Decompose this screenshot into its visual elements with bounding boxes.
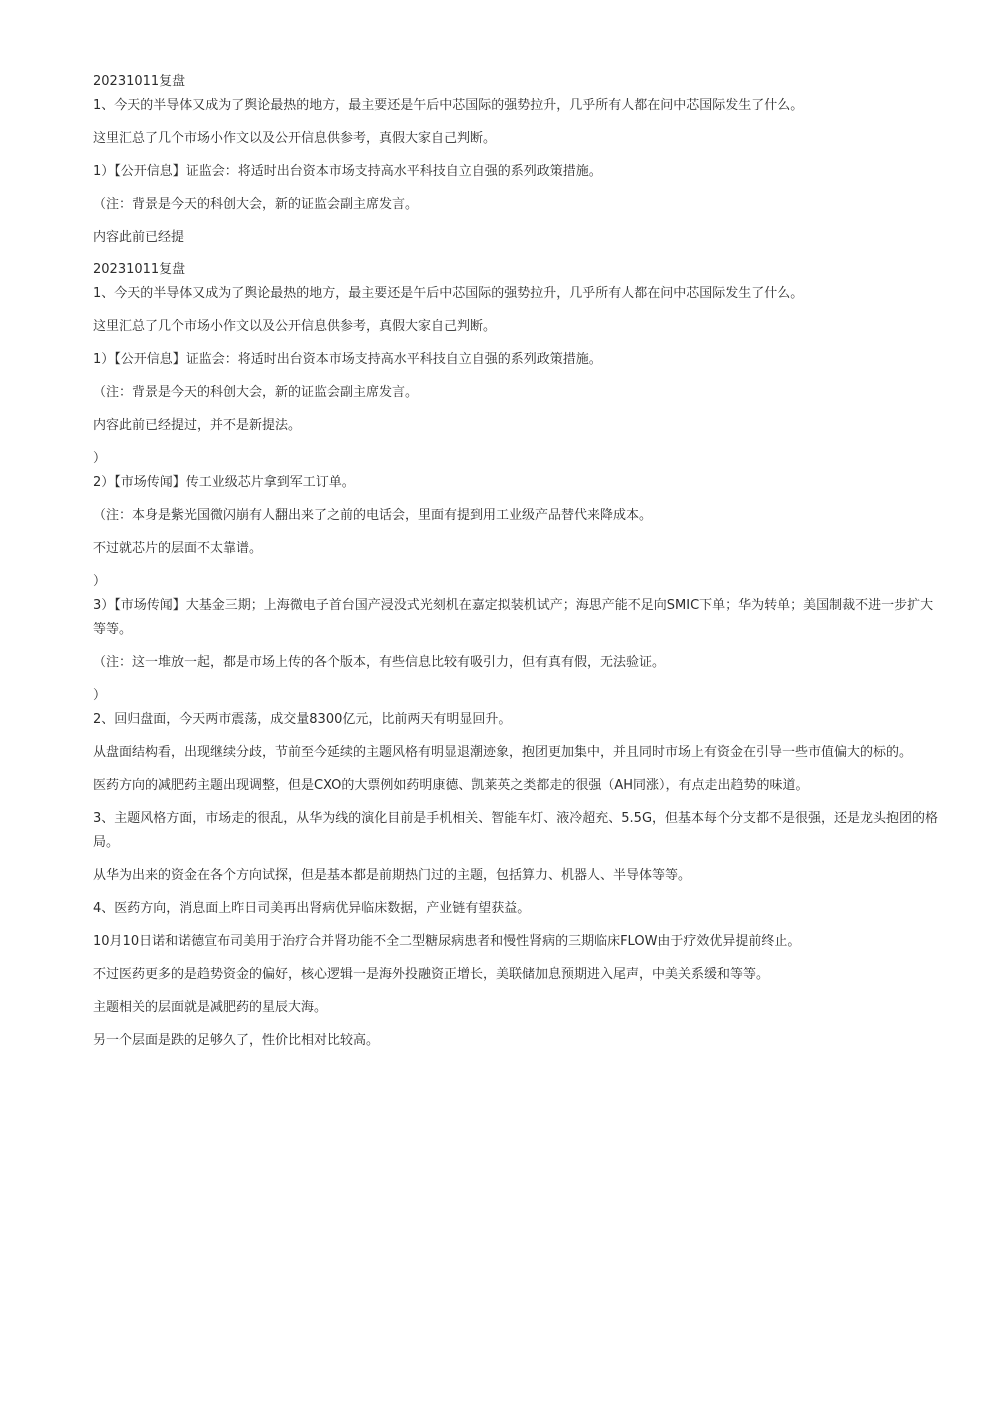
doc-note: （注：本身是紫光国微闪崩有人翻出来了之前的电话会，里面有提到用工业级产品替代来降成本。: [93, 508, 653, 523]
doc-paragraph: 不过就芯片的层面不太靠谱。: [93, 541, 263, 556]
doc-paragraph: 内容此前已经提过，并不是新提法。: [93, 418, 302, 433]
doc-paragraph: 从盘面结构看，出现继续分歧，节前至今延续的主题风格有明显退潮迹象，抱团更加集中，并且同时市场上有资金在引导一些市值偏大的标的。: [93, 745, 913, 760]
doc-paragraph: 1、今天的半导体又成为了舆论最热的地方，最主要还是午后中芯国际的强势拉升，几乎所有人都在问中芯国际发生了什么。: [93, 98, 804, 113]
doc-date-heading: 20231011复盘: [93, 262, 186, 277]
doc-paragraph: 这里汇总了几个市场小作文以及公开信息供参考，真假大家自己判断。: [93, 319, 497, 334]
doc-paragraph: 内容此前已经提: [93, 230, 185, 245]
doc-paragraph: 从华为出来的资金在各个方向试探，但是基本都是前期热门过的主题，包括算力、机器人、半导体等等。: [93, 868, 692, 883]
doc-paragraph: 主题相关的层面就是减肥药的星辰大海。: [93, 1000, 328, 1015]
doc-paragraph: 2）【市场传闻】传工业级芯片拿到军工订单。: [93, 475, 355, 490]
doc-date-heading: 20231011复盘: [93, 74, 186, 89]
doc-paragraph: 10月10日诺和诺德宣布司美用于治疗合并肾功能不全二型糖尿病患者和慢性肾病的三期临床FLOW由于疗效优异提前终止。: [93, 934, 801, 949]
doc-note: （注：背景是今天的科创大会，新的证监会副主席发言。: [93, 385, 419, 400]
doc-paragraph: 2、回归盘面，今天两市震荡，成交量8300亿元，比前两天有明显回升。: [93, 712, 512, 727]
doc-bracket: ）: [93, 688, 107, 703]
doc-paragraph: 4、医药方向，消息面上昨日司美再出肾病优异临床数据，产业链有望获益。: [93, 901, 531, 916]
doc-paragraph: 不过医药更多的是趋势资金的偏好，核心逻辑一是海外投融资正增长，美联储加息预期进入尾声，中美关系缓和等等。: [93, 967, 770, 982]
doc-note: （注：这一堆放一起，都是市场上传的各个版本，有些信息比较有吸引力，但有真有假，无法验证。: [93, 655, 666, 670]
doc-paragraph: 另一个层面是跌的足够久了，性价比相对比较高。: [93, 1033, 380, 1048]
doc-bracket: ）: [93, 451, 107, 466]
doc-note: （注：背景是今天的科创大会，新的证监会副主席发言。: [93, 197, 419, 212]
doc-paragraph: 1、今天的半导体又成为了舆论最热的地方，最主要还是午后中芯国际的强势拉升，几乎所有人都在问中芯国际发生了什么。: [93, 286, 804, 301]
doc-paragraph: 3）【市场传闻】大基金三期；上海微电子首台国产浸没式光刻机在嘉定拟装机试产；海思产能不足向SMIC下单；华为转单；美国制裁不进一步扩大等等。: [93, 598, 934, 637]
doc-bracket: ）: [93, 574, 107, 589]
doc-paragraph: 1）【公开信息】证监会：将适时出台资本市场支持高水平科技自立自强的系列政策措施。: [93, 164, 602, 179]
doc-paragraph: 1）【公开信息】证监会：将适时出台资本市场支持高水平科技自立自强的系列政策措施。: [93, 352, 602, 367]
doc-paragraph: 医药方向的减肥药主题出现调整，但是CXO的大票例如药明康德、凯莱英之类都走的很强（AH同涨），有点走出趋势的味道。: [93, 778, 809, 793]
doc-paragraph: 这里汇总了几个市场小作文以及公开信息供参考，真假大家自己判断。: [93, 131, 497, 146]
doc-paragraph: 3、主题风格方面，市场走的很乱，从华为线的演化目前是手机相关、智能车灯、液冷超充、5.5G，但基本每个分支都不是很强，还是龙头抱团的格局。: [93, 811, 939, 850]
